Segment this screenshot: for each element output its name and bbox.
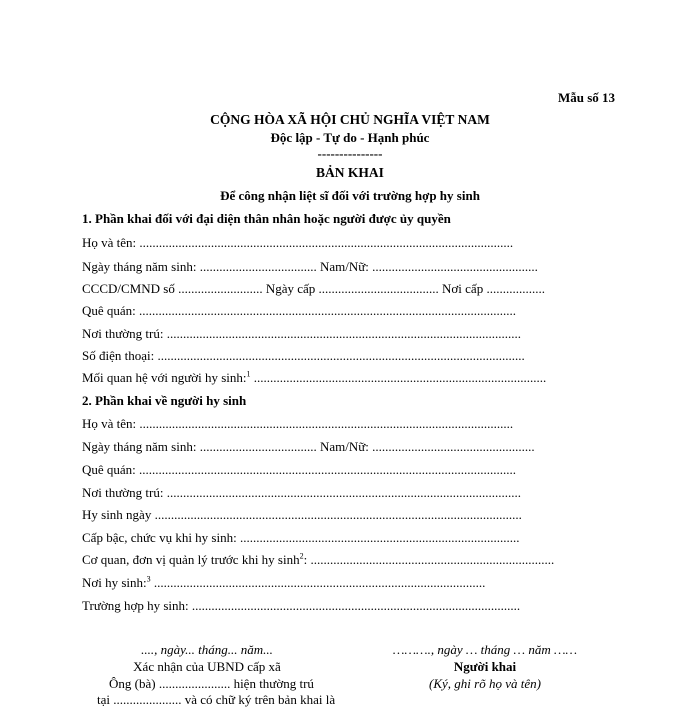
s2-place-field (82, 575, 485, 591)
s1-hometown-field: Quê quán: .................................................................................................................... (82, 303, 517, 318)
s2-rank-field: Cấp bậc, chức vụ khi hy sinh: ...................................................................................... (82, 530, 520, 545)
s1-phone-field: Số điện thoại: ................................................................................................................. (82, 348, 525, 363)
right-title: Người khai (453, 659, 517, 674)
form-number: Mẫu số 13 (558, 90, 616, 105)
s2-case-field: Trường hợp hy sinh: ..................................................................................................... (82, 598, 521, 613)
unit-dots: : ........................................................................... (303, 552, 555, 567)
section1-heading: 1. Phần khai đối với đại diện thân nhân hoặc người được ủy quyền (82, 211, 451, 226)
republic-header: CỘNG HÒA XÃ HỘI CHỦ NGHĨA VIỆT NAM (210, 112, 490, 127)
s1-relation-field (82, 370, 546, 386)
s1-residence-field: Nơi thường trú: ............................................................................................................. (82, 326, 521, 341)
s2-dob-field: Ngày tháng năm sinh: .................................... Nam/Nữ: .................................................. (82, 439, 535, 454)
s1-dob-field: Ngày tháng năm sinh: .................................... Nam/Nữ: ................................................... (82, 259, 538, 274)
document-title: BẢN KHAI (316, 165, 384, 180)
s2-death-date-field: Hy sinh ngày ................................................................................................................. (82, 507, 522, 522)
left-title: Xác nhận của UBND cấp xã (133, 659, 281, 674)
footnote-2: 2 (299, 551, 304, 561)
right-note: (Ký, ghi rõ họ và tên) (429, 676, 541, 691)
s2-unit-field (82, 552, 554, 568)
unit-label: Cơ quan, đơn vị quản lý trước khi hy sinh (82, 552, 300, 567)
document-subtitle: Để công nhận liệt sĩ đối với trường hợp hy sinh (220, 188, 480, 203)
relation-label: Mối quan hệ với người hy sinh: (82, 370, 247, 385)
place-dots: ...................................................................................................... (150, 575, 486, 590)
s1-id-field: CCCD/CMND số .......................... Ngày cấp ..................................... Nơi cấp .................. (82, 281, 545, 296)
s2-residence-field: Nơi thường trú: ............................................................................................................. (82, 485, 521, 500)
left-date: ...., ngày... tháng... năm... (141, 642, 273, 657)
s1-name-field: Họ và tên: ................................................................................................................... (82, 235, 514, 250)
footnote-1: 1 (246, 369, 251, 379)
s2-hometown-field: Quê quán: .................................................................................................................... (82, 462, 517, 477)
left-line1: Ông (bà) ...................... hiện thường trú (109, 676, 314, 691)
relation-dots: .......................................................................................... (250, 370, 547, 385)
right-date: ………., ngày … tháng … năm …… (392, 642, 578, 657)
s2-name-field: Họ và tên: ................................................................................................................... (82, 416, 514, 431)
left-line2: tại ..................... và có chữ ký trên bản khai là (97, 692, 336, 707)
motto: Độc lập - Tự do - Hạnh phúc (270, 130, 430, 145)
header-divider: --------------- (317, 146, 383, 161)
section2-heading: 2. Phần khai về người hy sinh (82, 393, 247, 408)
place-label: Nơi hy sinh: (82, 575, 147, 590)
footnote-3: 3 (146, 574, 151, 584)
